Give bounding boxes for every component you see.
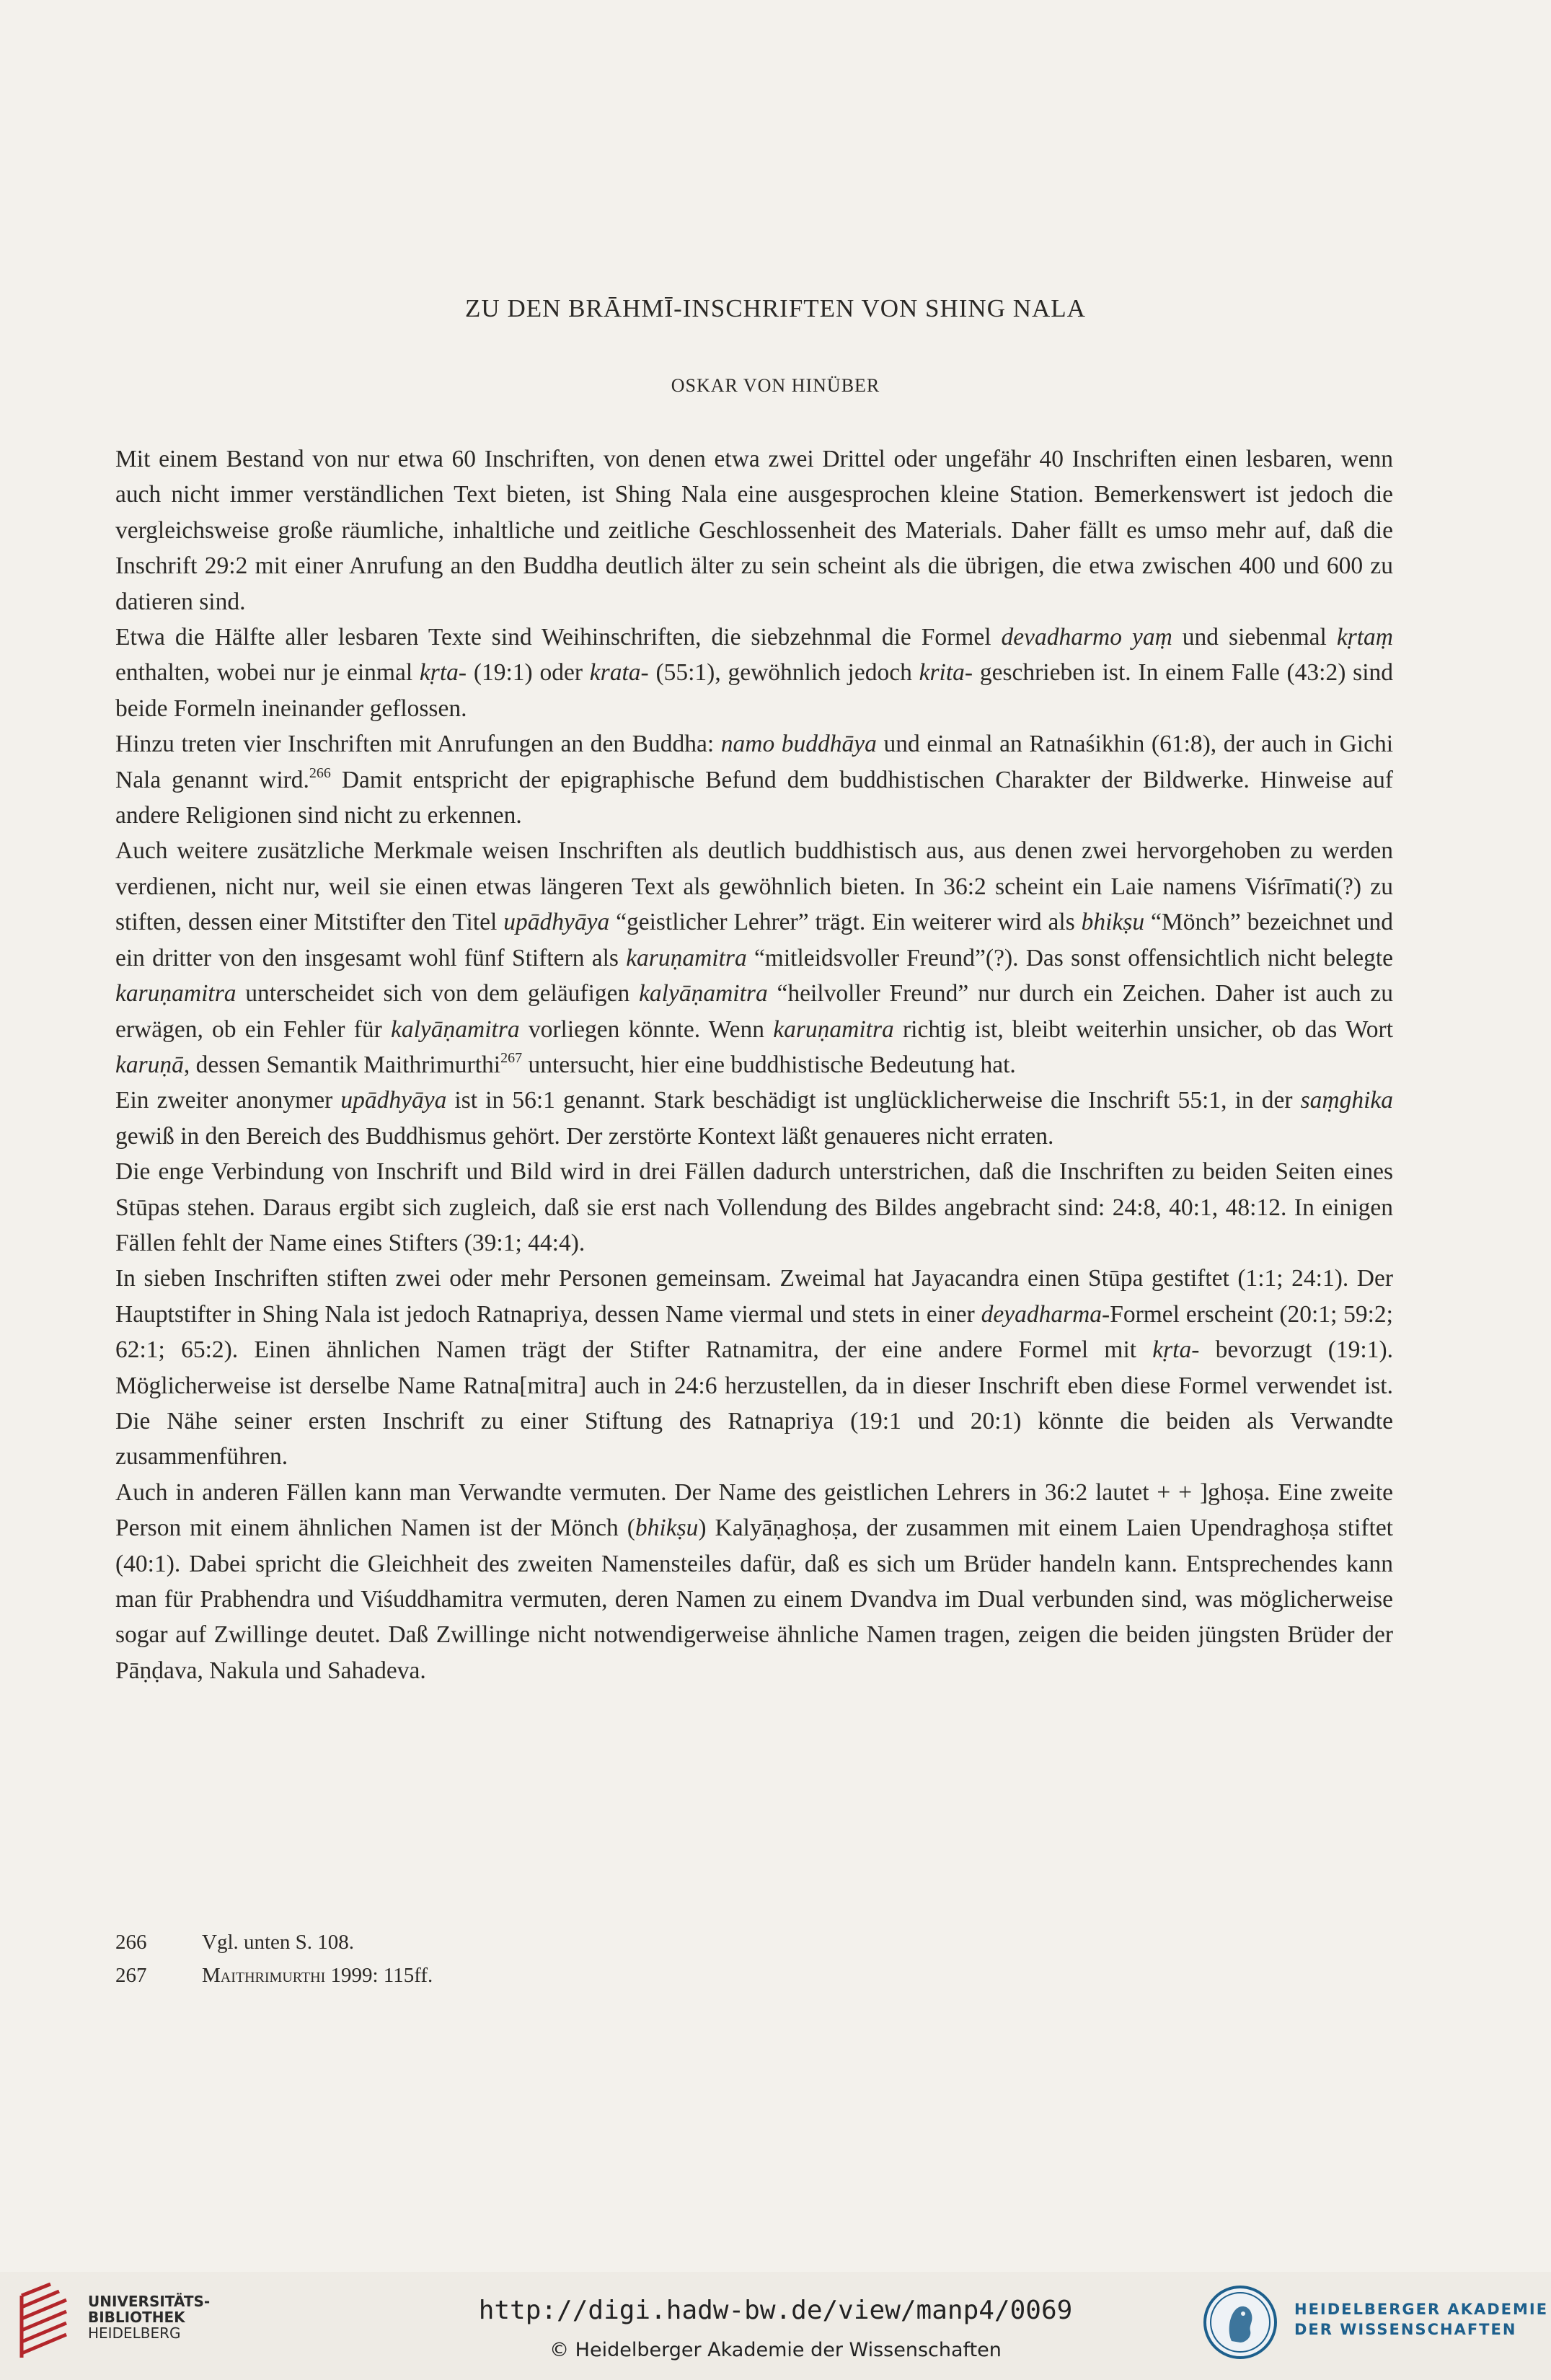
- italic-term: kṛta-: [419, 659, 467, 687]
- paragraph: [115, 1154, 1393, 1261]
- footnote-text: 1999: 115ff.: [325, 1964, 433, 1987]
- library-line-2: BIBLIOTHEK: [88, 2309, 185, 2326]
- paragraph: [115, 833, 1393, 1083]
- text-run: In sieben Inschriften stiften zwei oder mehr Personen gemeinsam. Zweimal hat Jayacandra einen Stūpa gestiftet (1:1; 24:1). Der Hauptstifter in Shing Nala ist jedoch Ratnapriya, dessen Name viermal und stets in einer: [115, 1265, 1393, 1328]
- footnotes: [115, 1926, 1125, 1992]
- footnote-author: Maithrimurthi: [202, 1964, 326, 1987]
- paragraph: [115, 1083, 1393, 1154]
- italic-term: karuṇamitra: [626, 944, 747, 971]
- italic-term: karuṇā: [115, 1051, 184, 1078]
- text-run: und einmal an Ratnaśikhin (61:8), der auch in Gichi Nala genannt wird.: [115, 731, 1394, 793]
- text-run: vorliegen könnte. Wenn: [519, 1015, 774, 1043]
- text-run: ) Kalyāṇaghoṣa, der zusammen mit einem Laien Upendraghoṣa stiftet (40:1). Dabei spricht die Gleichheit des zweiten Namensteiles dafür, daß es sich um Brüder handeln kann. Entsprechendes kann man für Prabhendra und Viśuddhamitra vermuten, deren Namen zu einem Dvandva im Dual verbunden sind, was möglicherweise sogar auf Zwillinge deutet. Daß Zwillinge nicht notwendigerweise ähnliche Namen tragen, zeigen die beiden jüngsten Brüder der Pāṇḍava, Nakula und Sahadeva.: [115, 1515, 1393, 1684]
- text-run: Etwa die Hälfte aller lesbaren Texte sind Weihinschriften, die siebzehnmal die Formel: [115, 624, 1002, 651]
- text-run: (19:1) oder: [467, 659, 590, 687]
- footnote-266: [115, 1926, 1125, 1959]
- footnote-267: [115, 1959, 1125, 1992]
- article-body: [115, 441, 1393, 1688]
- italic-term: upādhyāya: [340, 1087, 447, 1114]
- article-title: ZU DEN BRĀHMĪ-INSCHRIFTEN VON SHING NALA: [465, 294, 1086, 322]
- italic-term: krita-: [919, 659, 973, 687]
- text-run: , dessen Semantik Maithrimurthi: [183, 1051, 501, 1078]
- italic-term: deyadharma: [981, 1300, 1103, 1328]
- source-url-link[interactable]: http://digi.hadw-bw.de/view/manp4/0069: [478, 2296, 1073, 2325]
- paragraph: [115, 1475, 1393, 1688]
- footnote-ref[interactable]: 267: [500, 1049, 523, 1066]
- footnote-number: 267: [115, 1964, 147, 1987]
- italic-term: karuṇamitra: [773, 1015, 894, 1043]
- text-run: Ein zweiter anonymer: [115, 1087, 341, 1114]
- library-line-1: UNIVERSITÄTS-: [88, 2293, 211, 2310]
- copyright-notice: © Heidelberger Akademie der Wissenschaften: [549, 2339, 1002, 2361]
- italic-term: bhikṣu: [1081, 909, 1145, 936]
- text-run: “geistlicher Lehrer” trägt. Ein weiterer wird als: [609, 909, 1082, 936]
- paragraph: [115, 726, 1393, 833]
- italic-term: kṛtaṃ: [1336, 624, 1393, 651]
- text-run: “mitleidsvoller Freund”(?). Das sonst offensichtlich nicht belegte: [746, 944, 1394, 971]
- text-run: gewiß in den Bereich des Buddhismus gehört. Der zerstörte Kontext läßt genaueres nicht erraten.: [115, 1122, 1054, 1150]
- text-run: Damit entspricht der epigraphische Befund dem buddhistischen Charakter der Bildwerke. Hinweise auf andere Religionen sind nicht zu erkennen.: [115, 766, 1393, 829]
- text-run: richtig ist, bleibt weiterhin unsicher, ob das Wort: [893, 1015, 1394, 1043]
- italic-term: upādhyāya: [503, 909, 610, 936]
- italic-term: namo buddhāya: [720, 731, 877, 758]
- italic-term: devadharmo yaṃ: [1001, 624, 1172, 651]
- paragraph: [115, 1261, 1393, 1474]
- academy-seal-icon[interactable]: [1203, 2285, 1278, 2360]
- text-run: “heilvoller Freund” nur durch ein Zeichen. Daher ist auch zu erwägen, ob ein Fehler für: [115, 980, 1393, 1043]
- text-run: Mit einem Bestand von nur etwa 60 Inschriften, von denen etwa zwei Drittel oder ungefähr 40 Inschriften einen lesbaren, wenn auch nicht immer verständlichen Text bieten, ist Shing Nala eine ausgesprochen kleine Station. Bemerkenswert ist jedoch die vergleichsweise große räumliche, inhaltliche und zeitliche Geschlossenheit des Materials. Daher fällt es umso mehr auf, daß die Inschrift 29:2 mit einer Anrufung an den Buddha deutlich älter zu sein scheint als die übrigen, die etwa zwischen 400 und 600 zu datieren sind.: [115, 446, 1393, 615]
- text-run: Auch weitere zusätzliche Merkmale weisen Inschriften als deutlich buddhistisch aus, aus denen zwei hervorgehoben zu werden verdienen, nicht nur, weil sie einen etwas längeren Text als gewöhnlich bieten. In 36:2 scheint ein Laie namens Viśrīmati(?) zu stiften, dessen einer Mitstifter den Titel: [115, 837, 1393, 936]
- italic-term: saṃghika: [1300, 1087, 1393, 1114]
- academy-name: [1294, 2299, 1548, 2340]
- text-run: -Formel erscheint (20:1; 59:2; 62:1; 65:2). Einen ähnlichen Namen trägt der Stifter Ratnamitra, der eine andere Formel mit: [115, 1300, 1393, 1364]
- academy-line-2: DER WISSENSCHAFTEN: [1294, 2321, 1517, 2338]
- italic-term: kalyāṇamitra: [391, 1015, 520, 1043]
- italic-term: kṛta-: [1152, 1336, 1200, 1364]
- text-run: Hinzu treten vier Inschriften mit Anrufungen an den Buddha:: [115, 731, 721, 758]
- text-run: unterscheidet sich von dem geläufigen: [236, 980, 640, 1008]
- italic-term: kalyāṇamitra: [639, 980, 768, 1008]
- italic-term: bhikṣu: [635, 1515, 699, 1542]
- italic-term: karuṇamitra: [115, 980, 237, 1008]
- academy-line-1: HEIDELBERGER AKADEMIE: [1294, 2301, 1549, 2318]
- text-run: geschrieben ist. In einem Falle (43:2) sind beide Formeln ineinander geflossen.: [115, 659, 1393, 722]
- paragraph: [115, 620, 1393, 726]
- library-line-3: HEIDELBERG: [88, 2324, 181, 2342]
- text-run: (55:1), gewöhnlich jedoch: [648, 659, 919, 687]
- paragraph: [115, 441, 1393, 620]
- article-author: OSKAR VON HINÜBER: [671, 375, 880, 396]
- text-run: enthalten, wobei nur je einmal: [115, 659, 420, 687]
- text-run: ist in 56:1 genannt. Stark beschädigt ist unglücklicherweise die Inschrift 55:1, in der: [446, 1087, 1301, 1114]
- text-run: Auch in anderen Fällen kann man Verwandte vermuten. Der Name des geistlichen Lehrers in 36:2 lautet + + ]ghoṣa. Eine zweite Person mit einem ähnlichen Namen ist der Mönch (: [115, 1478, 1393, 1542]
- text-run: und siebenmal: [1172, 624, 1337, 651]
- text-run: Die enge Verbindung von Inschrift und Bild wird in drei Fällen dadurch unterstrichen, daß die Inschriften zu beiden Seiten eines Stūpas stehen. Daraus ergibt sich zugleich, daß sie erst nach Vollendung des Bildes angebracht sind: 24:8, 40:1, 48:12. In einigen Fällen fehlt der Name eines Stifters (39:1; 44:4).: [115, 1158, 1393, 1256]
- text-run: bevorzugt (19:1). Möglicherweise ist derselbe Name Ratna[mitra] auch in 24:6 herzustellen, da in dieser Inschrift eben diese Formel verwendet ist. Die Nähe seiner ersten Inschrift zu einer Stiftung des Ratnapriya (19:1 und 20:1) könnte die beiden als Verwandte zusammenführen.: [115, 1336, 1393, 1471]
- italic-term: krata-: [589, 659, 649, 687]
- text-run: untersucht, hier eine buddhistische Bedeutung hat.: [522, 1051, 1016, 1078]
- footnote-text: Vgl. unten S. 108.: [202, 1931, 355, 1954]
- footnote-number: 266: [115, 1931, 147, 1954]
- text-run: “Mönch” bezeichnet und ein dritter von den insgesamt wohl fünf Stiftern als: [115, 909, 1393, 971]
- footnote-ref[interactable]: 266: [309, 764, 331, 781]
